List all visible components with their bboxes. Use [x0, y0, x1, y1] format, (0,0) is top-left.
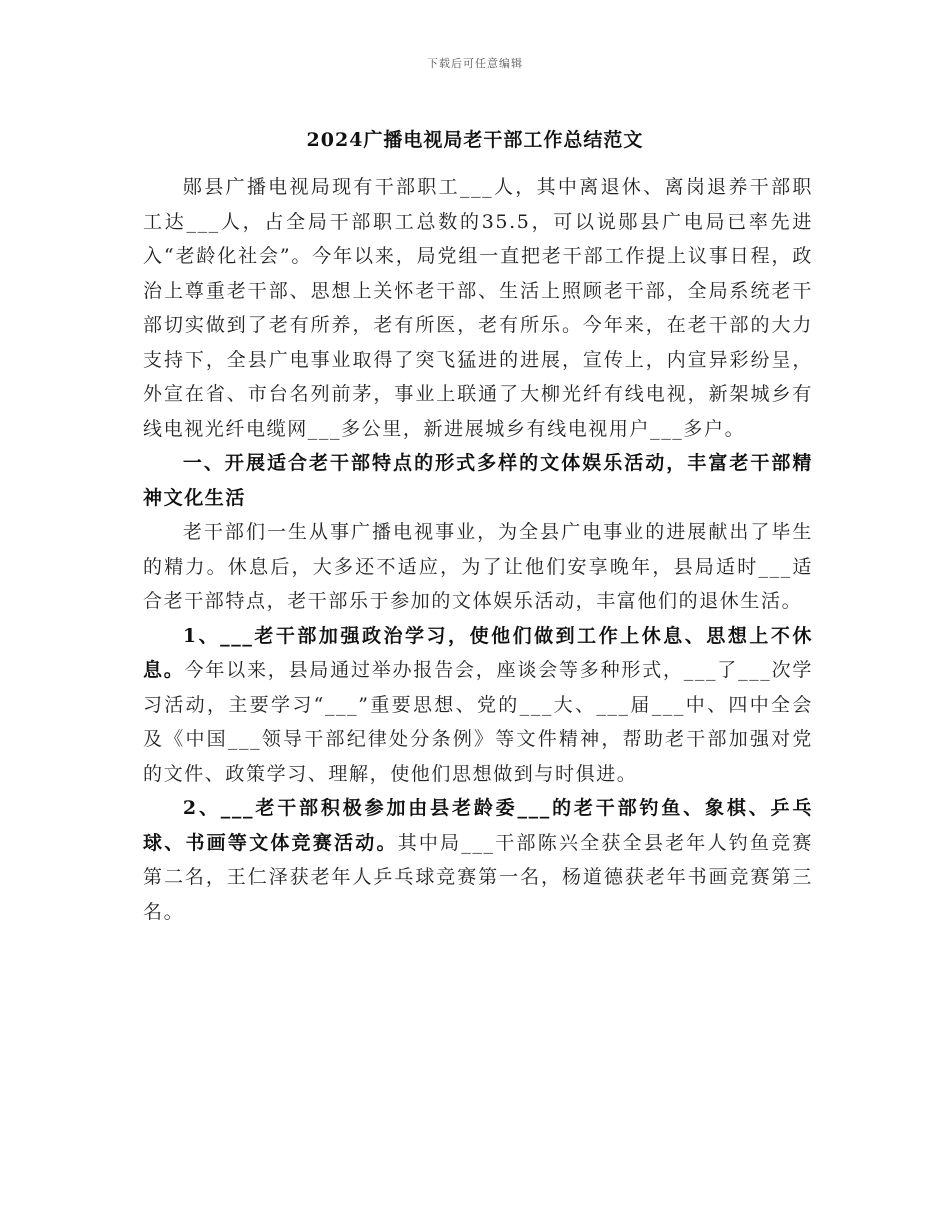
list-item-2 — [143, 791, 813, 929]
list-item-1 — [143, 619, 813, 792]
section-heading-1: 一、开展适合老干部特点的形式多样的文体娱乐活动，丰富老干部精神文化生活 — [143, 452, 813, 509]
intro-paragraph: 郧县广播电视局现有干部职工___人，其中离退休、离岗退养干部职工达___人，占全局干部职工总数的35.5，可以说郧县广电局已率先进入“老龄化社会”。今年以来，局党组一直把老干部工作提上议事日程，政治上尊重老干部、思想上关怀老干部、生活上照顾老干部，全局系统老干部切实做到了老有所养，老有所医，老有所乐。今年来，在老干部的大力支持下，全县广电事业取得了突飞猛进的进展，宣传上，内宣异彩纷呈，外宣在省、市台名列前茅，事业上联通了大柳光纤有线电视，新架城乡有线电视光纤电缆网___多公里，新进展城乡有线电视用户___多户。 — [143, 176, 813, 440]
document-title: 2024广播电视局老干部工作总结范文 — [306, 129, 644, 151]
section-1-paragraph: 老干部们一生从事广播电视事业，为全县广电事业的进展献出了毕生的精力。休息后，大多还不适应，为了让他们安享晚年，县局适时___适合老干部特点，老干部乐于参加的文体娱乐活动，丰富他们的退休生活。 — [143, 521, 813, 612]
list-item-2-text: 其中局___干部陈兴全获全县老年人钓鱼竞赛第二名，王仁泽获老年人乒乓球竞赛第一名，杨道德获老年书画竞赛第三名。 — [143, 831, 814, 923]
list-item-2-lead: 2、___老干部积极参加由县老龄委___的老干部钓鱼、象棋、乒乓球、书画等文体竞赛活动。 — [143, 797, 813, 854]
list-item-1-text: 今年以来，县局通过举办报告会，座谈会等多种形式，___了___次学习活动，主要学习“___”重要思想、党的___大、___届___中、四中全会及《中国___领导干部纪律处分条例》等文件精神，帮助老干部加强对党的文件、政策学习、理解，使他们思想做到与时俱进。 — [143, 659, 813, 785]
page-header: 下载后可任意编辑 — [427, 57, 523, 70]
list-item-1-lead: 1、___老干部加强政治学习，使他们做到工作上休息、思想上不休息。 — [143, 624, 813, 681]
document-body — [143, 170, 813, 929]
